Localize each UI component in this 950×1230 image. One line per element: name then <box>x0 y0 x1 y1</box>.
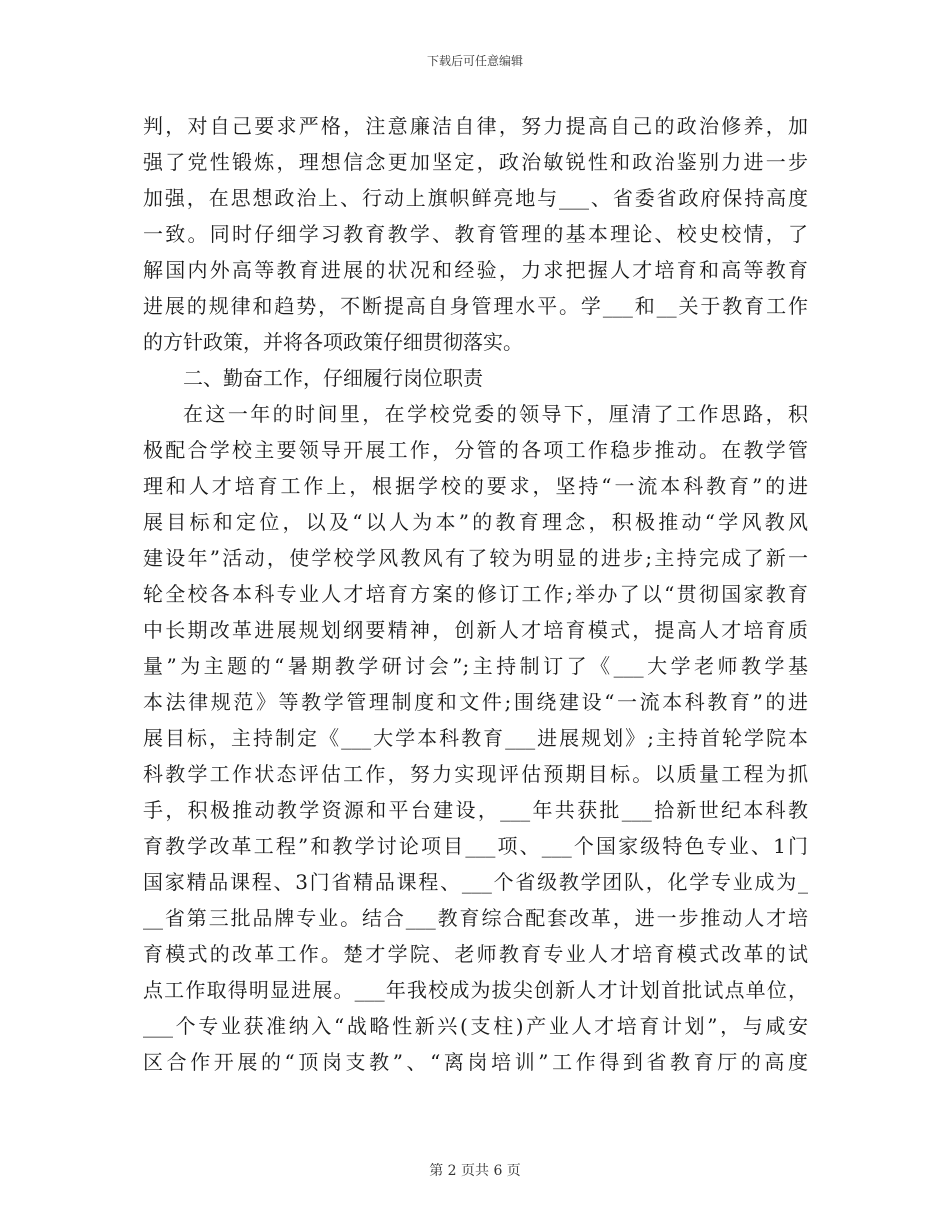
text-line: 强了党性锻炼，理想信念更加坚定，政治敏锐性和政治鉴别力进一步 <box>143 150 808 174</box>
page-footer: 第 2 页共 6 页 <box>429 1163 521 1179</box>
text-line: 点工作取得明显进展。___年我校成为拔尖创新人才计划首批试点单位， <box>143 978 808 1002</box>
text-line: 本法律规范》等教学管理制度和文件;围绕建设“一流本科教育”的进 <box>143 690 808 714</box>
text-line: 量”为主题的“暑期教学研讨会”;主持制订了《___大学老师教学基 <box>143 654 808 678</box>
text-line: __省第三批品牌专业。结合___教育综合配套改革，进一步推动人才培 <box>143 906 808 930</box>
text-line: 判，对自己要求严格，注意廉洁自律，努力提高自己的政治修养，加 <box>143 114 808 138</box>
text-line: 解国内外高等教育进展的状况和经验，力求把握人才培育和高等教育 <box>143 258 808 282</box>
text-line: 育模式的改革工作。楚才学院、老师教育专业人才培育模式改革的试 <box>143 942 808 966</box>
text-line: 二、勤奋工作，仔细履行岗位职责 <box>183 366 483 390</box>
text-line: 展目标，主持制定《___大学本科教育___进展规划》;主持首轮学院本 <box>143 726 808 750</box>
text-line: 建设年”活动，使学校学风教风有了较为明显的进步;主持完成了新一 <box>143 546 808 570</box>
text-line: 育教学改革工程”和教学讨论项目___项、___个国家级特色专业、1门 <box>143 834 808 858</box>
text-line: 一致。同时仔细学习教育教学、教育管理的基本理论、校史校情，了 <box>143 222 808 246</box>
text-line: 进展的规律和趋势，不断提高自身管理水平。学___和__关于教育工作 <box>143 294 808 318</box>
text-line: 科教学工作状态评估工作，努力实现评估预期目标。以质量工程为抓 <box>143 762 808 786</box>
text-line: 区合作开展的“顶岗支教”、“离岗培训”工作得到省教育厅的高度 <box>143 1050 808 1074</box>
text-line: 手，积极推动教学资源和平台建设，___年共获批___拾新世纪本科教 <box>143 798 808 822</box>
text-line: 国家精品课程、3门省精品课程、___个省级教学团队，化学专业成为_ <box>143 870 808 894</box>
text-line: 中长期改革进展规划纲要精神，创新人才培育模式，提高人才培育质 <box>143 618 808 642</box>
text-line: 展目标和定位，以及“以人为本”的教育理念，积极推动“学风教风 <box>143 510 808 534</box>
document-body <box>143 108 808 1080</box>
text-line: 极配合学校主要领导开展工作，分管的各项工作稳步推动。在教学管 <box>143 438 808 462</box>
text-line: 轮全校各本科专业人才培育方案的修订工作;举办了以“贯彻国家教育 <box>143 582 808 606</box>
text-line: ___个专业获准纳入“战略性新兴(支柱)产业人才培育计划”，与咸安 <box>143 1014 808 1038</box>
page-header: 下载后可任意编辑 <box>426 54 523 68</box>
text-line: 加强，在思想政治上、行动上旗帜鲜亮地与___、省委省政府保持高度 <box>143 186 808 210</box>
text-line: 理和人才培育工作上，根据学校的要求，坚持“一流本科教育”的进 <box>143 474 808 498</box>
text-line: 的方针政策，并将各项政策仔细贯彻落实。 <box>143 330 523 354</box>
text-line: 在这一年的时间里，在学校党委的领导下，厘清了工作思路，积 <box>183 402 808 426</box>
